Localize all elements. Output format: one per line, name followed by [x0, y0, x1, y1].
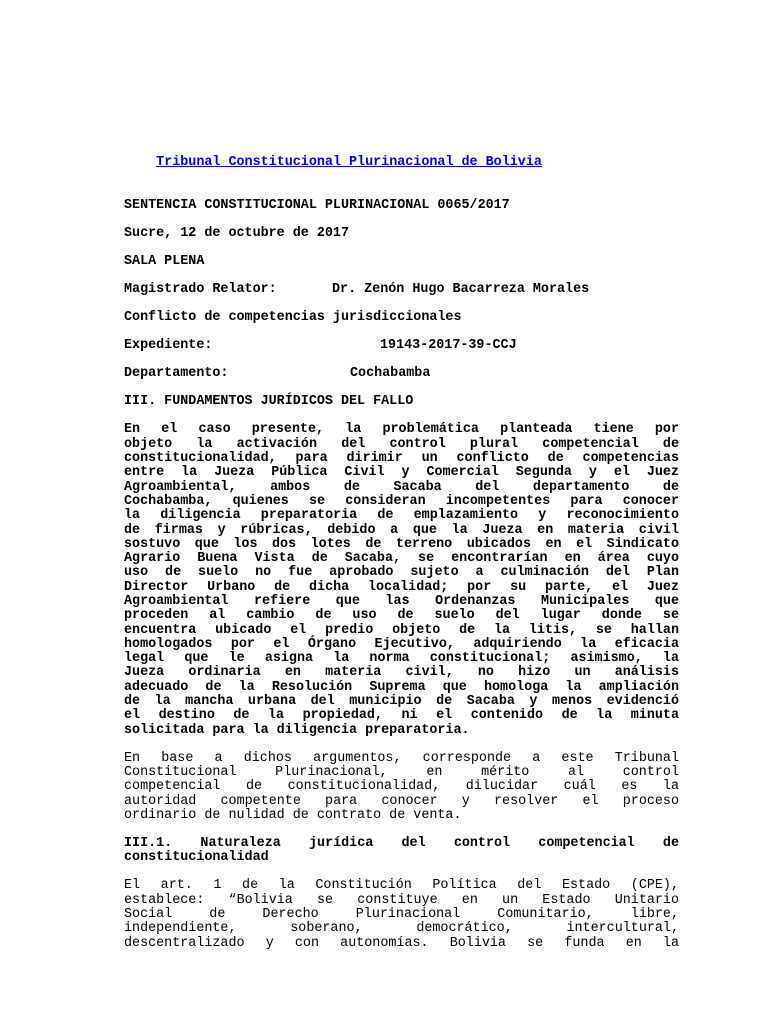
paragraph-1-line: encuentra ubicado el predio objeto de la litis, se hallan: [124, 622, 679, 638]
magistrate-row: [124, 283, 679, 297]
paragraph-1-line: proceden al cambio de uso de suelo del lugar donde se: [124, 608, 679, 624]
paragraph-3: [124, 879, 679, 950]
subsection-title-line: constitucionalidad: [124, 850, 269, 866]
magistrate-value: Dr. Zenón Hugo Bacarreza Morales: [332, 281, 590, 297]
paragraph-2-line: autoridad competente para conocer y resolver el proceso: [124, 793, 679, 809]
file-row: [124, 339, 679, 353]
paragraph-3-line: descentralizado y con autonomías. Bolivia se funda en la: [124, 935, 679, 951]
paragraph-3-line: establece: “Bolivia se constituye en un Estado Unitario: [124, 892, 679, 908]
paragraph-2-line: competencial de constitucionalidad, dilucidar cuál es la: [124, 779, 679, 795]
paragraph-1-line: entre la Jueza Pública Civil y Comercial Segunda y el Juez: [124, 465, 679, 481]
paragraph-3-line: independiente, soberano, democrático, intercultural,: [124, 921, 679, 937]
paragraph-1-line: legal que le asigna la norma constitucional; asimismo, la: [124, 651, 679, 667]
file-label: Expediente:: [124, 338, 213, 354]
document-page: [124, 142, 679, 951]
paragraph-1-line: Agrario Buena Vista de Sacaba, se encontrarían en área cuyo: [124, 551, 679, 567]
chamber: SALA PLENA: [124, 253, 205, 269]
court-link-text[interactable]: Tribunal Constitucional Plurinacional de Bolivia: [156, 155, 542, 171]
paragraph-1-line: Cochabamba, quienes se consideran incompetentes para conocer: [124, 493, 679, 509]
paragraph-1-line: uso de suelo no fue aprobado sujeto a culminación del Plan: [124, 565, 679, 581]
place-date: Sucre, 12 de octubre de 2017: [124, 225, 349, 241]
paragraph-1-line: Agroambiental refiere que las Ordenanzas Municipales que: [124, 594, 679, 609]
paragraph-2-line: En base a dichos argumentos, corresponde a este Tribunal: [124, 750, 679, 766]
paragraph-1-line: solicitada para la diligencia preparatoria.: [124, 722, 470, 738]
department-label: Departamento:: [124, 366, 229, 382]
subsection-title-line: III.1. Naturaleza jurídica del control competencial de: [124, 836, 679, 852]
magistrate-label: Magistrado Relator:: [124, 281, 277, 297]
paragraph-1-line: adecuado de la Resolución Suprema que homologa la ampliación: [124, 679, 679, 695]
paragraph-1-line: objeto la activación del control plural competencial de: [124, 436, 679, 452]
paragraph-1-line: homologados por el Órgano Ejecutivo, adquiriendo la eficacia: [124, 636, 679, 652]
court-link[interactable]: [124, 142, 679, 185]
paragraph-1-line: el destino de la propiedad, ni el contenido de la minuta: [124, 708, 679, 724]
paragraph-1-line: constitucionalidad, para dirimir un conflicto de competencias: [124, 451, 679, 467]
paragraph-1-line: Agroambiental, ambos de Sacaba del departamento de: [124, 479, 679, 495]
paragraph-1-line: Jueza ordinaria en materia civil, no hizo un análisis: [124, 665, 679, 681]
paragraph-1-line: de la mancha urbana del municipio de Sacaba y menos evidenció: [124, 694, 679, 710]
case-subject: Conflicto de competencias jurisdiccionales: [124, 310, 462, 326]
file-value: 19143-2017-39-CCJ: [380, 338, 517, 354]
paragraph-1-line: sostuvo que los dos lotes de terreno ubicados en el Sindicato: [124, 536, 679, 552]
paragraph-1-line: En el caso presente, la problemática planteada tiene por: [124, 422, 679, 438]
paragraph-1-line: la diligencia preparatoria de emplazamiento y reconocimiento: [124, 508, 679, 524]
department-value: Cochabamba: [350, 366, 431, 382]
sentence-number: SENTENCIA CONSTITUCIONAL PLURINACIONAL 0065/2017: [124, 197, 510, 213]
paragraph-1-line: de firmas y rúbricas, debido a que la Jueza en materia civil: [124, 522, 679, 538]
paragraph-3-line: Social de Derecho Plurinacional Comunitario, libre,: [124, 907, 679, 923]
paragraph-2: [124, 752, 679, 823]
paragraph-2-line: ordinario de nulidad de contrato de venta.: [124, 807, 462, 823]
paragraph-1-line: Director Urbano de dicha localidad; por su parte, el Juez: [124, 579, 679, 595]
section-title: III. FUNDAMENTOS JURÍDICOS DEL FALLO: [124, 394, 414, 410]
paragraph-1: [124, 423, 679, 738]
subsection-title: [124, 837, 679, 866]
paragraph-2-line: Constitucional Plurinacional, en mérito al control: [124, 765, 679, 781]
paragraph-3-line: El art. 1 de la Constitución Política del Estado (CPE),: [124, 878, 679, 894]
department-row: [124, 367, 679, 381]
